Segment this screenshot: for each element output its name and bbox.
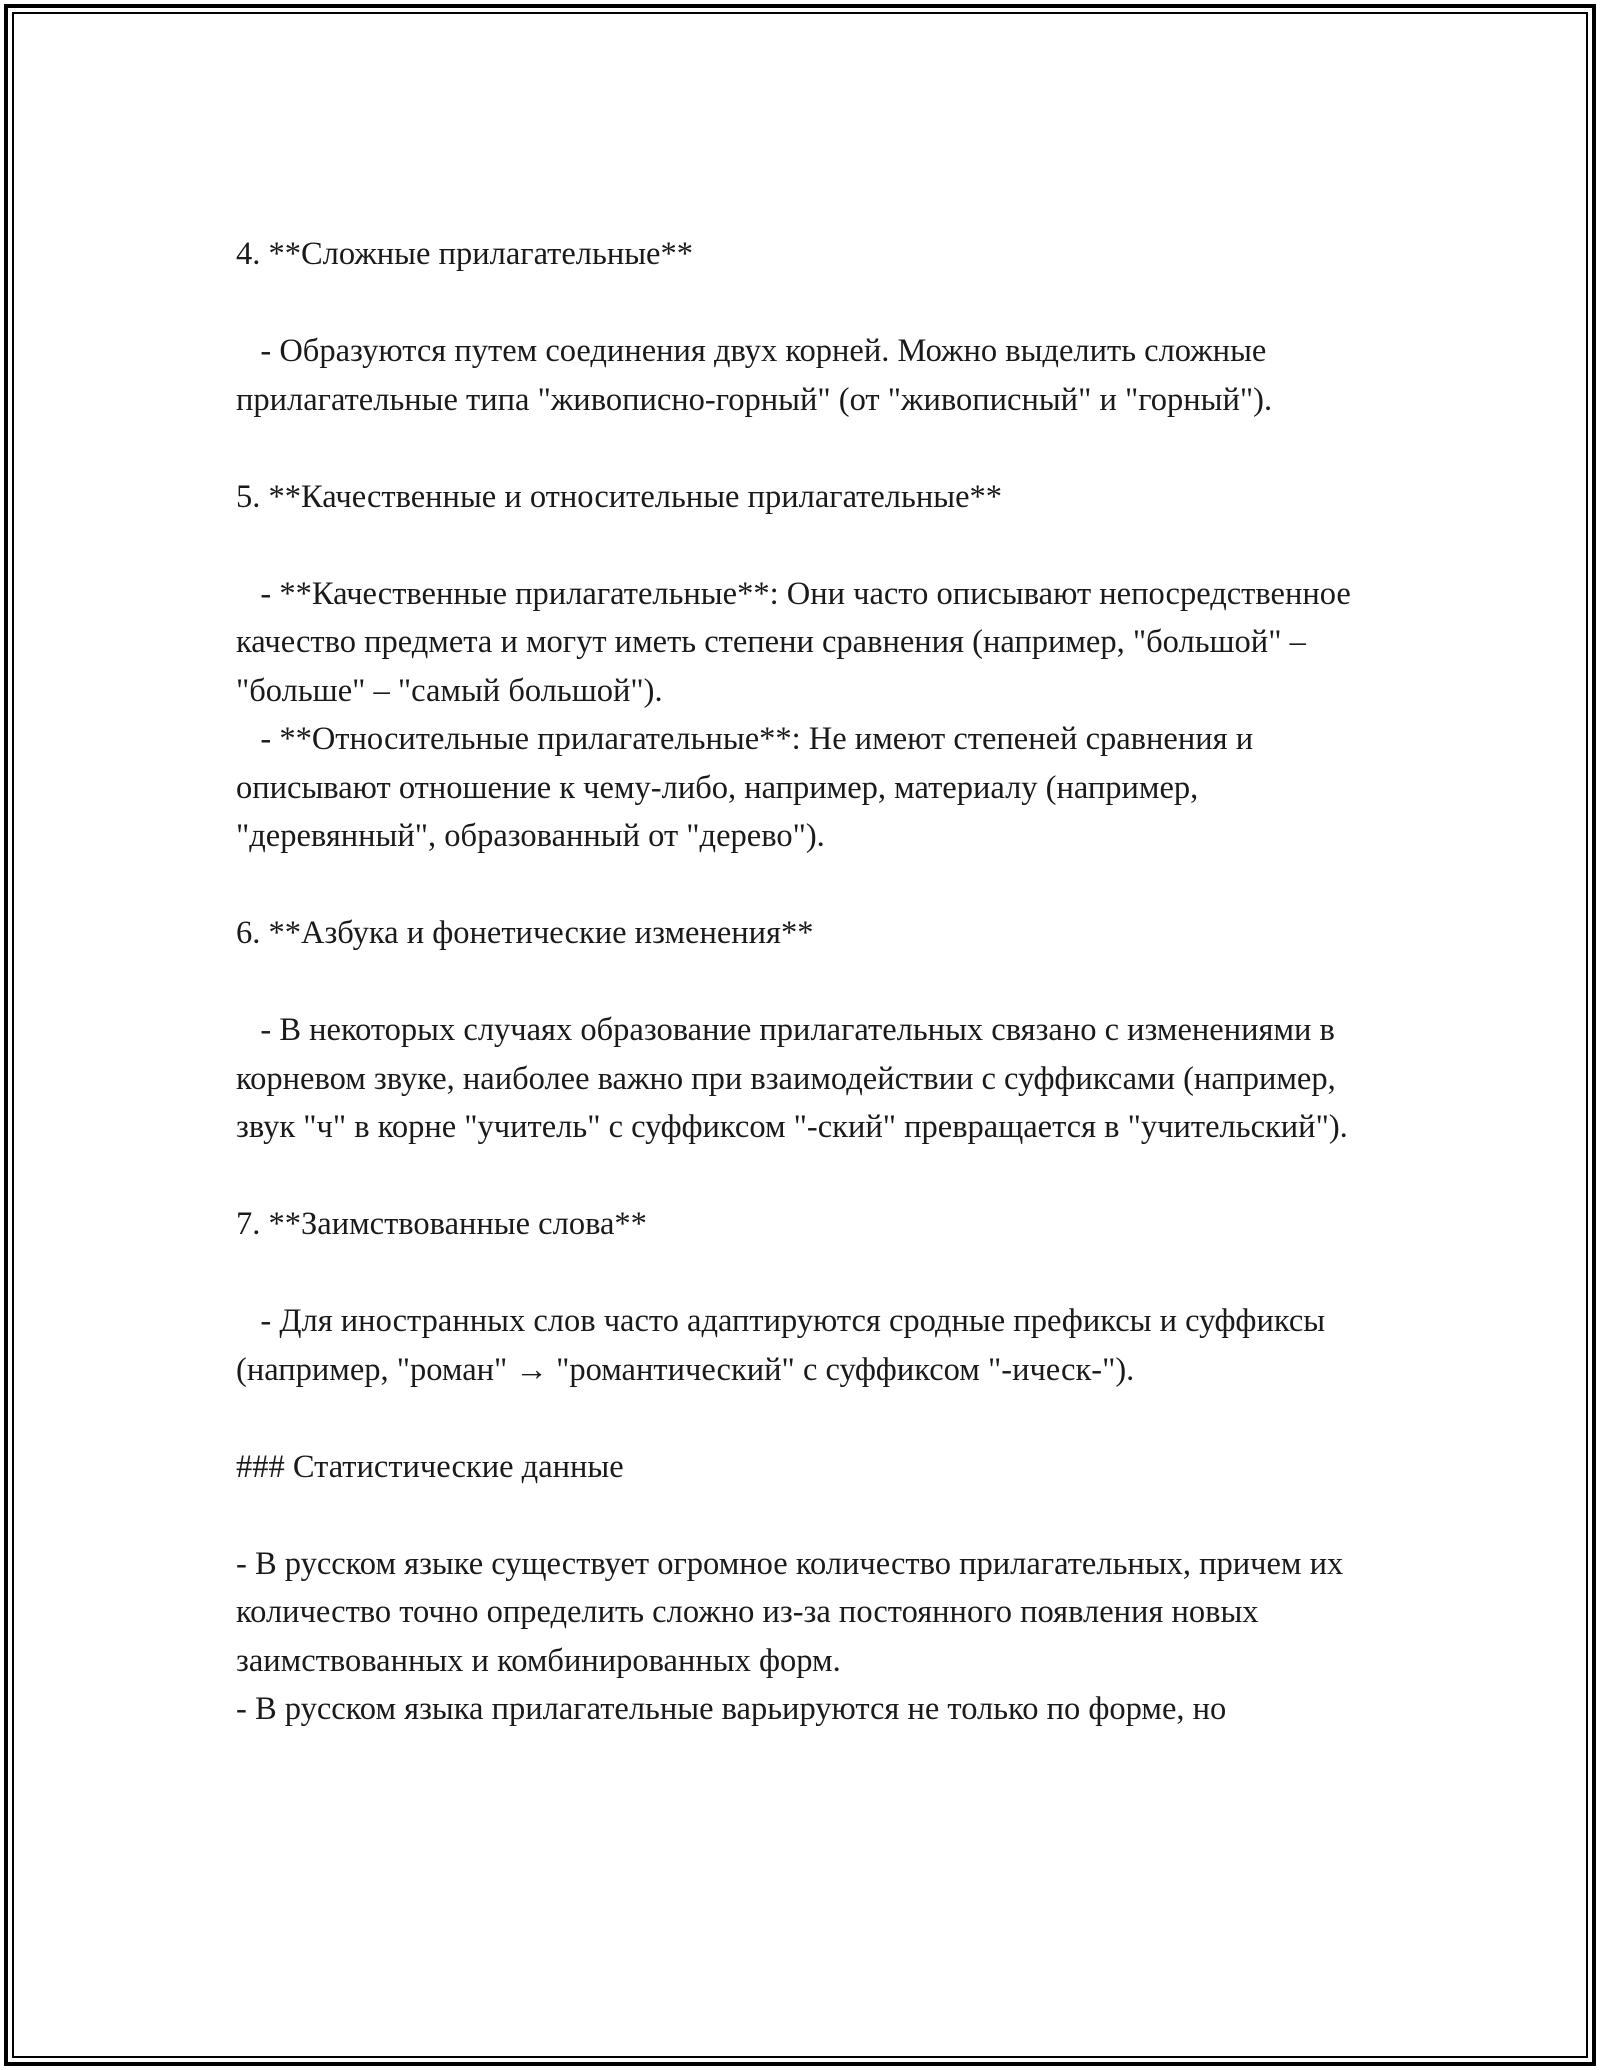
blank-line xyxy=(236,1152,1396,1201)
blank-line xyxy=(236,521,1396,570)
heading-qualitative-relative: 5. **Качественные и относительные прилагательные** xyxy=(236,478,1003,515)
heading-statistics: ### Статистические данные xyxy=(236,1448,624,1485)
blank-line xyxy=(236,424,1396,473)
heading-alphabet-phonetic: 6. **Азбука и фонетические изменения** xyxy=(236,915,814,951)
blank-line xyxy=(236,279,1396,328)
blank-line xyxy=(236,958,1396,1007)
document-body xyxy=(236,230,1396,1734)
paragraph-statistics-1: - В русском языке существует огромное количество прилагательных, причем их количество точно определить сложно из-за постоянного появления новых заимствованных и комбинированных форм. xyxy=(236,1545,1352,1679)
heading-borrowed-words: 7. **Заимствованные слова** xyxy=(236,1206,647,1242)
heading-complex-adjectives: 4. **Сложные прилагательные** xyxy=(236,236,693,272)
paragraph-qualitative: - **Качественные прилагательные**: Они часто описывают непосредственное качество предмета и могут иметь степени сравнения (например, "большой" – "больше" – "самый большой"). xyxy=(236,575,1359,709)
blank-line xyxy=(236,1394,1396,1443)
paragraph-complex-adjectives: - Образуются путем соединения двух корней. Можно выделить сложные прилагательные типа "живописно-горный" (от "живописный" и "горный"). xyxy=(236,333,1275,418)
blank-line xyxy=(236,1249,1396,1298)
paragraph-statistics-2: - В русском языка прилагательные варьируются не только по форме, но xyxy=(236,1691,1227,1727)
paragraph-borrowed-words: - Для иностранных слов часто адаптируются сродные префиксы и суффиксы (например, "роман" → "романтический" с суффиксом "-ическ-"). xyxy=(236,1303,1334,1388)
paragraph-relative: - **Относительные прилагательные**: Не имеют степеней сравнения и описывают отношение к чему-либо, например, материалу (например, "деревянный", образованный от "дерево"). xyxy=(236,721,1262,854)
paragraph-phonetic-changes: - В некоторых случаях образование прилагательных связано с изменениями в корневом звуке, наиболее важно при взаимодействии с суффиксами (например, звук "ч" в корне "учитель" с суффиксом "-ский" превращается в "учительский"). xyxy=(236,1012,1348,1145)
blank-line xyxy=(236,1491,1396,1540)
blank-line xyxy=(236,861,1396,910)
